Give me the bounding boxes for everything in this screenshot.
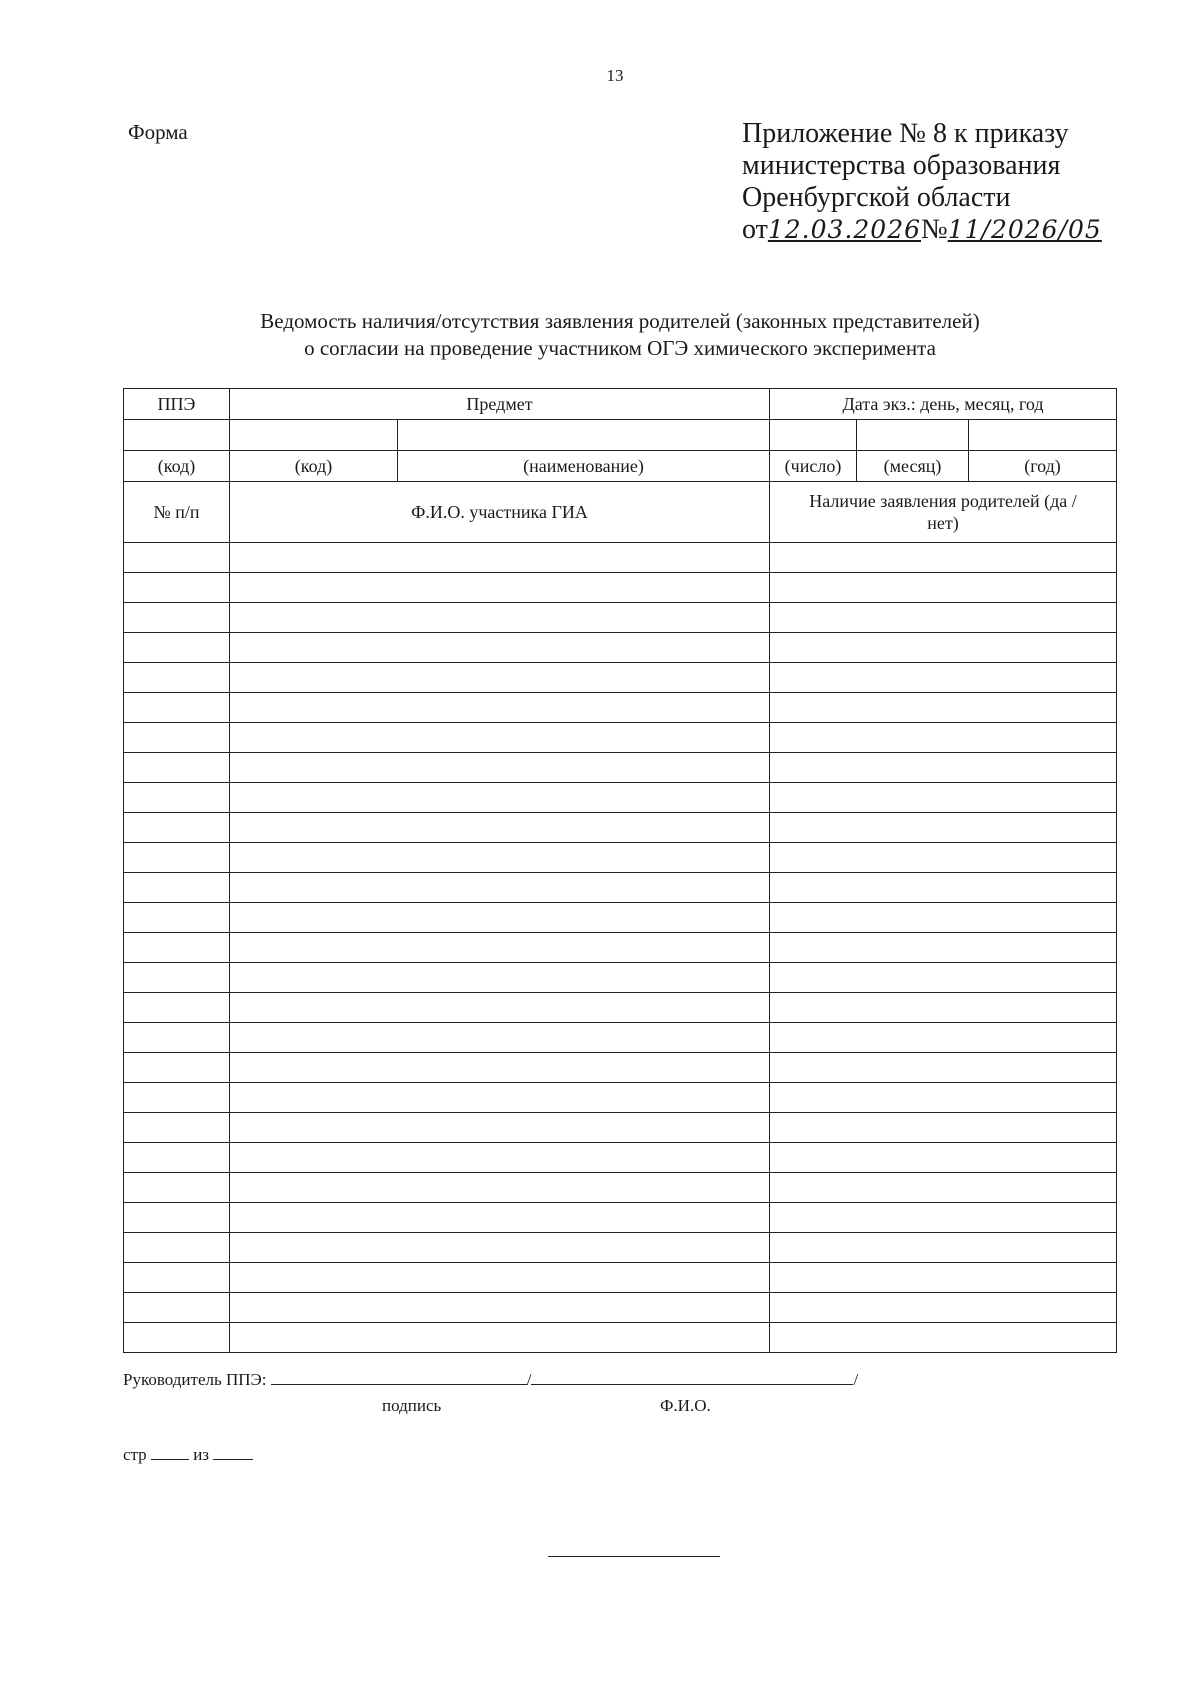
row-fio-cell[interactable] (230, 993, 770, 1023)
column-application: Наличие заявления родителей (да /нет) (770, 482, 1117, 543)
row-number-cell[interactable] (124, 1203, 230, 1233)
row-application-cell[interactable] (770, 603, 1117, 633)
row-application-cell[interactable] (770, 993, 1117, 1023)
header-subject: Предмет (230, 389, 770, 420)
table-row (124, 573, 1117, 603)
row-application-cell[interactable] (770, 1293, 1117, 1323)
row-application-cell[interactable] (770, 813, 1117, 843)
row-fio-cell[interactable] (230, 1173, 770, 1203)
row-application-cell[interactable] (770, 633, 1117, 663)
header-exam-date: Дата экз.: день, месяц, год (770, 389, 1117, 420)
row-fio-cell[interactable] (230, 633, 770, 663)
total-pages-line[interactable] (213, 1443, 253, 1460)
month-cell[interactable] (857, 420, 969, 451)
month-label: (месяц) (857, 451, 969, 482)
row-application-cell[interactable] (770, 873, 1117, 903)
row-fio-cell[interactable] (230, 1233, 770, 1263)
signature-separator-2: / (853, 1370, 859, 1389)
column-number: № п/п (124, 482, 230, 543)
appendix-block (742, 118, 1102, 246)
table-row (124, 873, 1117, 903)
signature-row (123, 1368, 858, 1390)
signature-separator-1: / (526, 1370, 532, 1389)
row-fio-cell[interactable] (230, 903, 770, 933)
row-application-cell[interactable] (770, 1083, 1117, 1113)
row-number-cell[interactable] (124, 813, 230, 843)
signature-label: Руководитель ППЭ: (123, 1370, 267, 1389)
row-application-cell[interactable] (770, 1323, 1117, 1353)
row-number-cell[interactable] (124, 963, 230, 993)
table-row (124, 963, 1117, 993)
table-row (124, 1143, 1117, 1173)
row-application-cell[interactable] (770, 843, 1117, 873)
signature-line[interactable] (271, 1368, 527, 1385)
number-sign: № (921, 214, 948, 245)
day-cell[interactable] (770, 420, 857, 451)
row-number-cell[interactable] (124, 1113, 230, 1143)
table-row (124, 993, 1117, 1023)
from-prefix: от (742, 214, 768, 245)
table-row (124, 693, 1117, 723)
row-number-cell[interactable] (124, 1293, 230, 1323)
table-row (124, 663, 1117, 693)
row-number-cell[interactable] (124, 843, 230, 873)
appendix-date-number (742, 214, 1102, 246)
table-row (124, 1263, 1117, 1293)
row-number-cell[interactable] (124, 1023, 230, 1053)
appendix-line-3: Оренбургской области (742, 182, 1011, 213)
row-application-cell[interactable] (770, 723, 1117, 753)
table-row (124, 1293, 1117, 1323)
row-application-cell[interactable] (770, 1143, 1117, 1173)
row-application-cell[interactable] (770, 543, 1117, 573)
row-number-cell[interactable] (124, 993, 230, 1023)
bottom-divider (548, 1556, 720, 1557)
row-number-cell[interactable] (124, 1263, 230, 1293)
row-number-cell[interactable] (124, 933, 230, 963)
table-row (124, 1083, 1117, 1113)
table-fill-row (124, 420, 1117, 451)
document-title (120, 308, 1120, 362)
appendix-line-1: Приложение № 8 к приказу (742, 118, 1069, 149)
row-number-cell[interactable] (124, 783, 230, 813)
row-number-cell[interactable] (124, 1233, 230, 1263)
row-fio-cell[interactable] (230, 1053, 770, 1083)
row-application-cell[interactable] (770, 663, 1117, 693)
table-column-header-row (124, 482, 1117, 543)
row-fio-cell[interactable] (230, 783, 770, 813)
table-row (124, 723, 1117, 753)
row-fio-cell[interactable] (230, 1323, 770, 1353)
row-fio-cell[interactable] (230, 933, 770, 963)
column-fio: Ф.И.О. участника ГИА (230, 482, 770, 543)
row-number-cell[interactable] (124, 723, 230, 753)
row-number-cell[interactable] (124, 573, 230, 603)
table-row (124, 843, 1117, 873)
form-label: Форма (128, 120, 188, 144)
row-fio-cell[interactable] (230, 963, 770, 993)
row-fio-cell[interactable] (230, 753, 770, 783)
statement-table (123, 388, 1117, 1353)
row-fio-cell[interactable] (230, 603, 770, 633)
of-label: из (193, 1445, 210, 1464)
row-number-cell[interactable] (124, 1173, 230, 1203)
page-number: 13 (606, 66, 624, 85)
row-number-cell[interactable] (124, 1053, 230, 1083)
table-row (124, 543, 1117, 573)
page-number-line[interactable] (151, 1443, 189, 1460)
row-fio-cell[interactable] (230, 1293, 770, 1323)
header-ppe: ППЭ (124, 389, 230, 420)
subject-code-label: (код) (230, 451, 398, 482)
table-row (124, 1233, 1117, 1263)
table-row (124, 1173, 1117, 1203)
table-row (124, 1113, 1117, 1143)
title-line-1: Ведомость наличия/отсутствия заявления родителей (законных представителей) (260, 309, 980, 333)
ppe-code-cell[interactable] (124, 420, 230, 451)
row-application-cell[interactable] (770, 1233, 1117, 1263)
row-application-cell[interactable] (770, 753, 1117, 783)
row-application-cell[interactable] (770, 1113, 1117, 1143)
row-fio-cell[interactable] (230, 573, 770, 603)
row-application-cell[interactable] (770, 1203, 1117, 1233)
row-fio-cell[interactable] (230, 1263, 770, 1293)
row-number-cell[interactable] (124, 753, 230, 783)
row-fio-cell[interactable] (230, 1113, 770, 1143)
row-application-cell[interactable] (770, 693, 1117, 723)
ppe-code-label: (код) (124, 451, 230, 482)
row-application-cell[interactable] (770, 1053, 1117, 1083)
row-number-cell[interactable] (124, 663, 230, 693)
row-fio-cell[interactable] (230, 693, 770, 723)
row-application-cell[interactable] (770, 963, 1117, 993)
row-application-cell[interactable] (770, 1023, 1117, 1053)
table-row (124, 1203, 1117, 1233)
table-row (124, 1023, 1117, 1053)
subject-name-cell[interactable] (398, 420, 770, 451)
signature-caption: подпись (382, 1396, 442, 1415)
row-number-cell[interactable] (124, 603, 230, 633)
row-fio-cell[interactable] (230, 1143, 770, 1173)
row-number-cell[interactable] (124, 1143, 230, 1173)
year-cell[interactable] (969, 420, 1117, 451)
row-application-cell[interactable] (770, 1263, 1117, 1293)
row-fio-cell[interactable] (230, 663, 770, 693)
page-counter (123, 1443, 253, 1465)
row-application-cell[interactable] (770, 903, 1117, 933)
handwritten-date: 12.03.2026 (767, 215, 922, 244)
year-label: (год) (969, 451, 1117, 482)
row-number-cell[interactable] (124, 1323, 230, 1353)
table-row (124, 1053, 1117, 1083)
fio-line[interactable] (531, 1368, 853, 1385)
appendix-line-2: министерства образования (742, 150, 1061, 181)
table-row (124, 1323, 1117, 1353)
row-number-cell[interactable] (124, 633, 230, 663)
fio-caption: Ф.И.О. (660, 1396, 711, 1415)
row-number-cell[interactable] (124, 543, 230, 573)
row-fio-cell[interactable] (230, 543, 770, 573)
row-application-cell[interactable] (770, 573, 1117, 603)
table-codes-row (124, 451, 1117, 482)
row-application-cell[interactable] (770, 783, 1117, 813)
table-row (124, 603, 1117, 633)
day-label: (число) (770, 451, 857, 482)
table-row (124, 903, 1117, 933)
row-number-cell[interactable] (124, 903, 230, 933)
table-row (124, 633, 1117, 663)
table-header-row (124, 389, 1117, 420)
row-fio-cell[interactable] (230, 1203, 770, 1233)
row-fio-cell[interactable] (230, 723, 770, 753)
handwritten-number: 11/2026/05 (947, 215, 1102, 244)
row-fio-cell[interactable] (230, 1083, 770, 1113)
row-fio-cell[interactable] (230, 1023, 770, 1053)
row-fio-cell[interactable] (230, 843, 770, 873)
subject-name-label: (наименование) (398, 451, 770, 482)
row-fio-cell[interactable] (230, 813, 770, 843)
subject-code-cell[interactable] (230, 420, 398, 451)
page-label: стр (123, 1445, 147, 1464)
row-number-cell[interactable] (124, 693, 230, 723)
table-row (124, 933, 1117, 963)
table-row (124, 813, 1117, 843)
table-row (124, 753, 1117, 783)
row-application-cell[interactable] (770, 933, 1117, 963)
row-application-cell[interactable] (770, 1173, 1117, 1203)
row-number-cell[interactable] (124, 1083, 230, 1113)
title-line-2: о согласии на проведение участником ОГЭ химического эксперимента (304, 336, 936, 360)
row-number-cell[interactable] (124, 873, 230, 903)
table-row (124, 783, 1117, 813)
row-fio-cell[interactable] (230, 873, 770, 903)
